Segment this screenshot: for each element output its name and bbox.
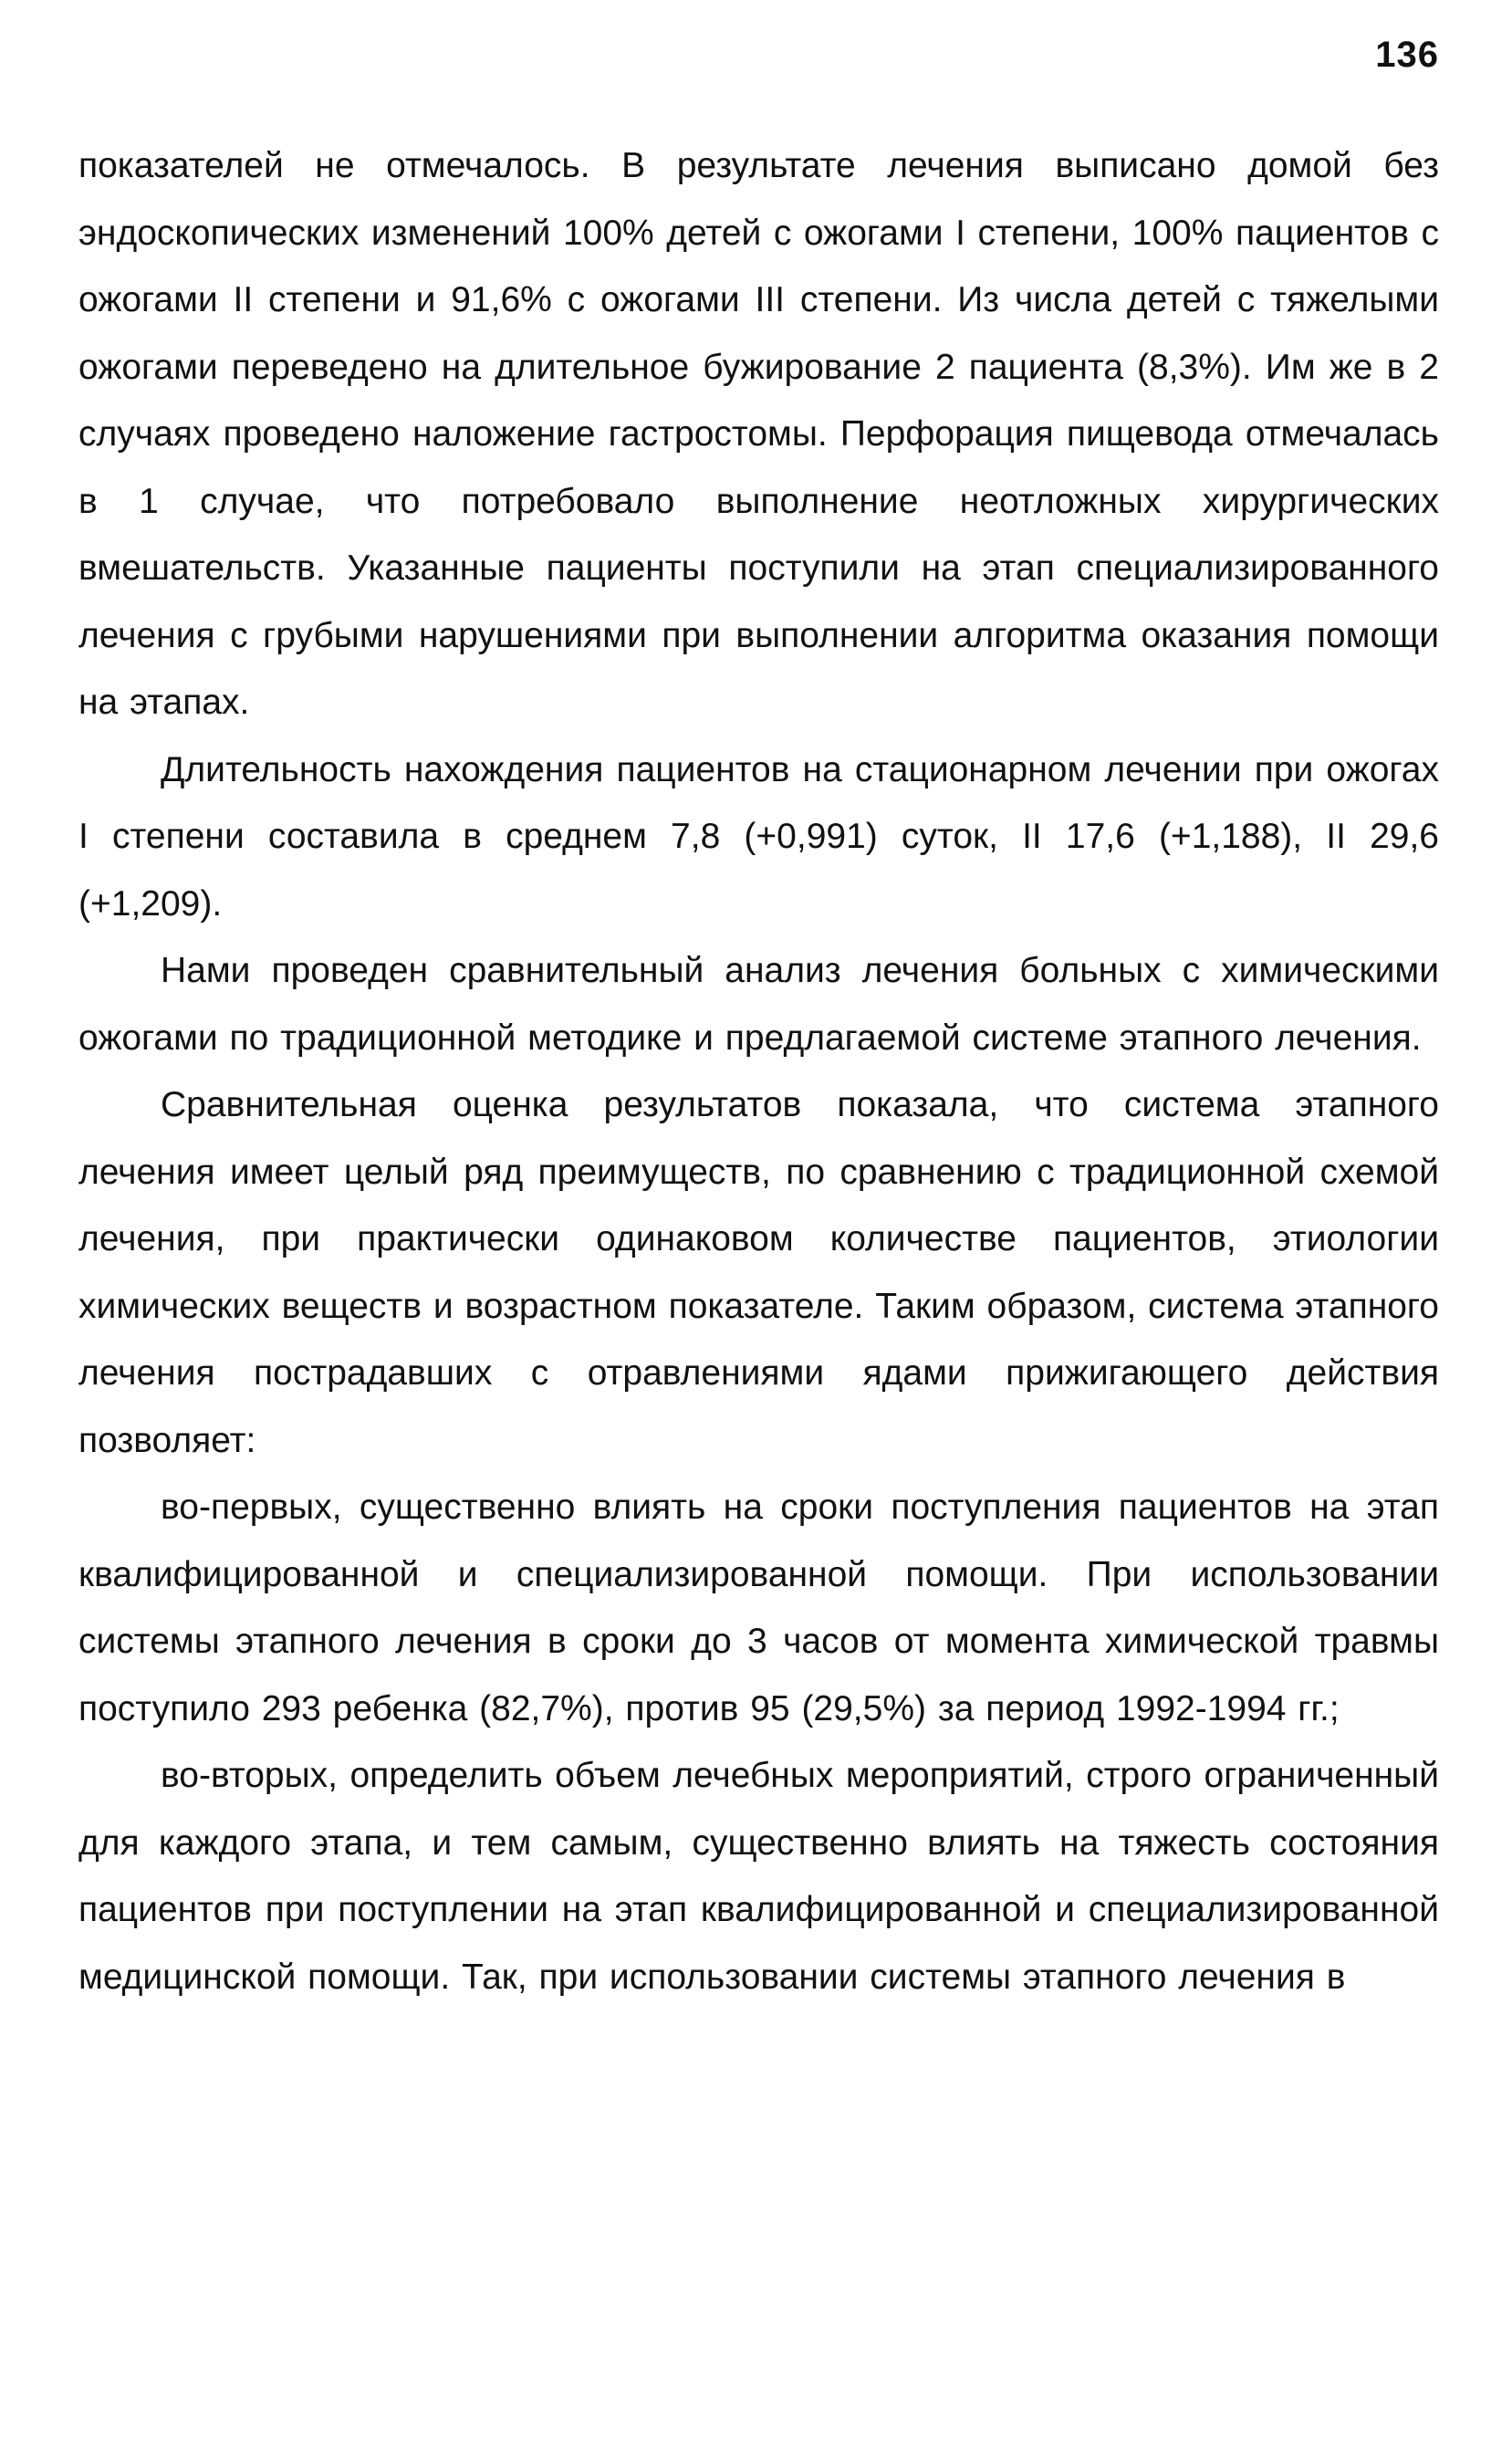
paragraph-6: во-вторых, определить объем лечебных мероприятий, строго ограниченный для каждого этапа, и тем самым, существенно влиять на тяжесть состояния пациентов при поступлении на этап квалифицированной и специализированной медицинской помощи. Так, при использовании системы этапного лечения в	[78, 1756, 1439, 1997]
document-body	[78, 132, 1439, 2010]
page-number: 136	[1375, 35, 1439, 75]
paragraph-1: показателей не отмечалось. В результате лечения выписано домой без эндоскопических изменений 100% детей с ожогами I степени, 100% пациентов с ожогами II степени и 91,6% с ожогами III степени. Из числа детей с тяжелыми ожогами переведено на длительное бужирование 2 пациента (8,3%). Им же в 2 случаях проведено наложение гастростомы. Перфорация пищевода отмечалась в 1 случае, что потребовало выполнение неотложных хирургических вмешательств. Указанные пациенты поступили на этап специализированного лечения с грубыми нарушениями при выполнении алгоритма оказания помощи на этапах.	[78, 146, 1439, 722]
paragraph-2: Длительность нахождения пациентов на стационарном лечении при ожогах I степени составила в среднем 7,8 (+0,991) суток, II 17,6 (+1,188), II 29,6 (+1,209).	[78, 749, 1439, 924]
paragraph-5: во-первых, существенно влиять на сроки поступления пациентов на этап квалифицированной и специализированной помощи. При использовании системы этапного лечения в сроки до 3 часов от момента химической травмы поступило 293 ребенка (82,7%), против 95 (29,5%) за период 1992-1994 гг.;	[78, 1488, 1439, 1728]
paragraph-3: Нами проведен сравнительный анализ лечения больных с химическими ожогами по традиционной методике и предлагаемой системе этапного лечения.	[78, 951, 1439, 1058]
paragraph-4: Сравнительная оценка результатов показала, что система этапного лечения имеет целый ряд преимуществ, по сравнению с традиционной схемой лечения, при практически одинаковом количестве пациентов, этиологии химических веществ и возрастном показателе. Таким образом, система этапного лечения пострадавших с отравлениями ядами прижигающего действия позволяет:	[78, 1085, 1439, 1460]
